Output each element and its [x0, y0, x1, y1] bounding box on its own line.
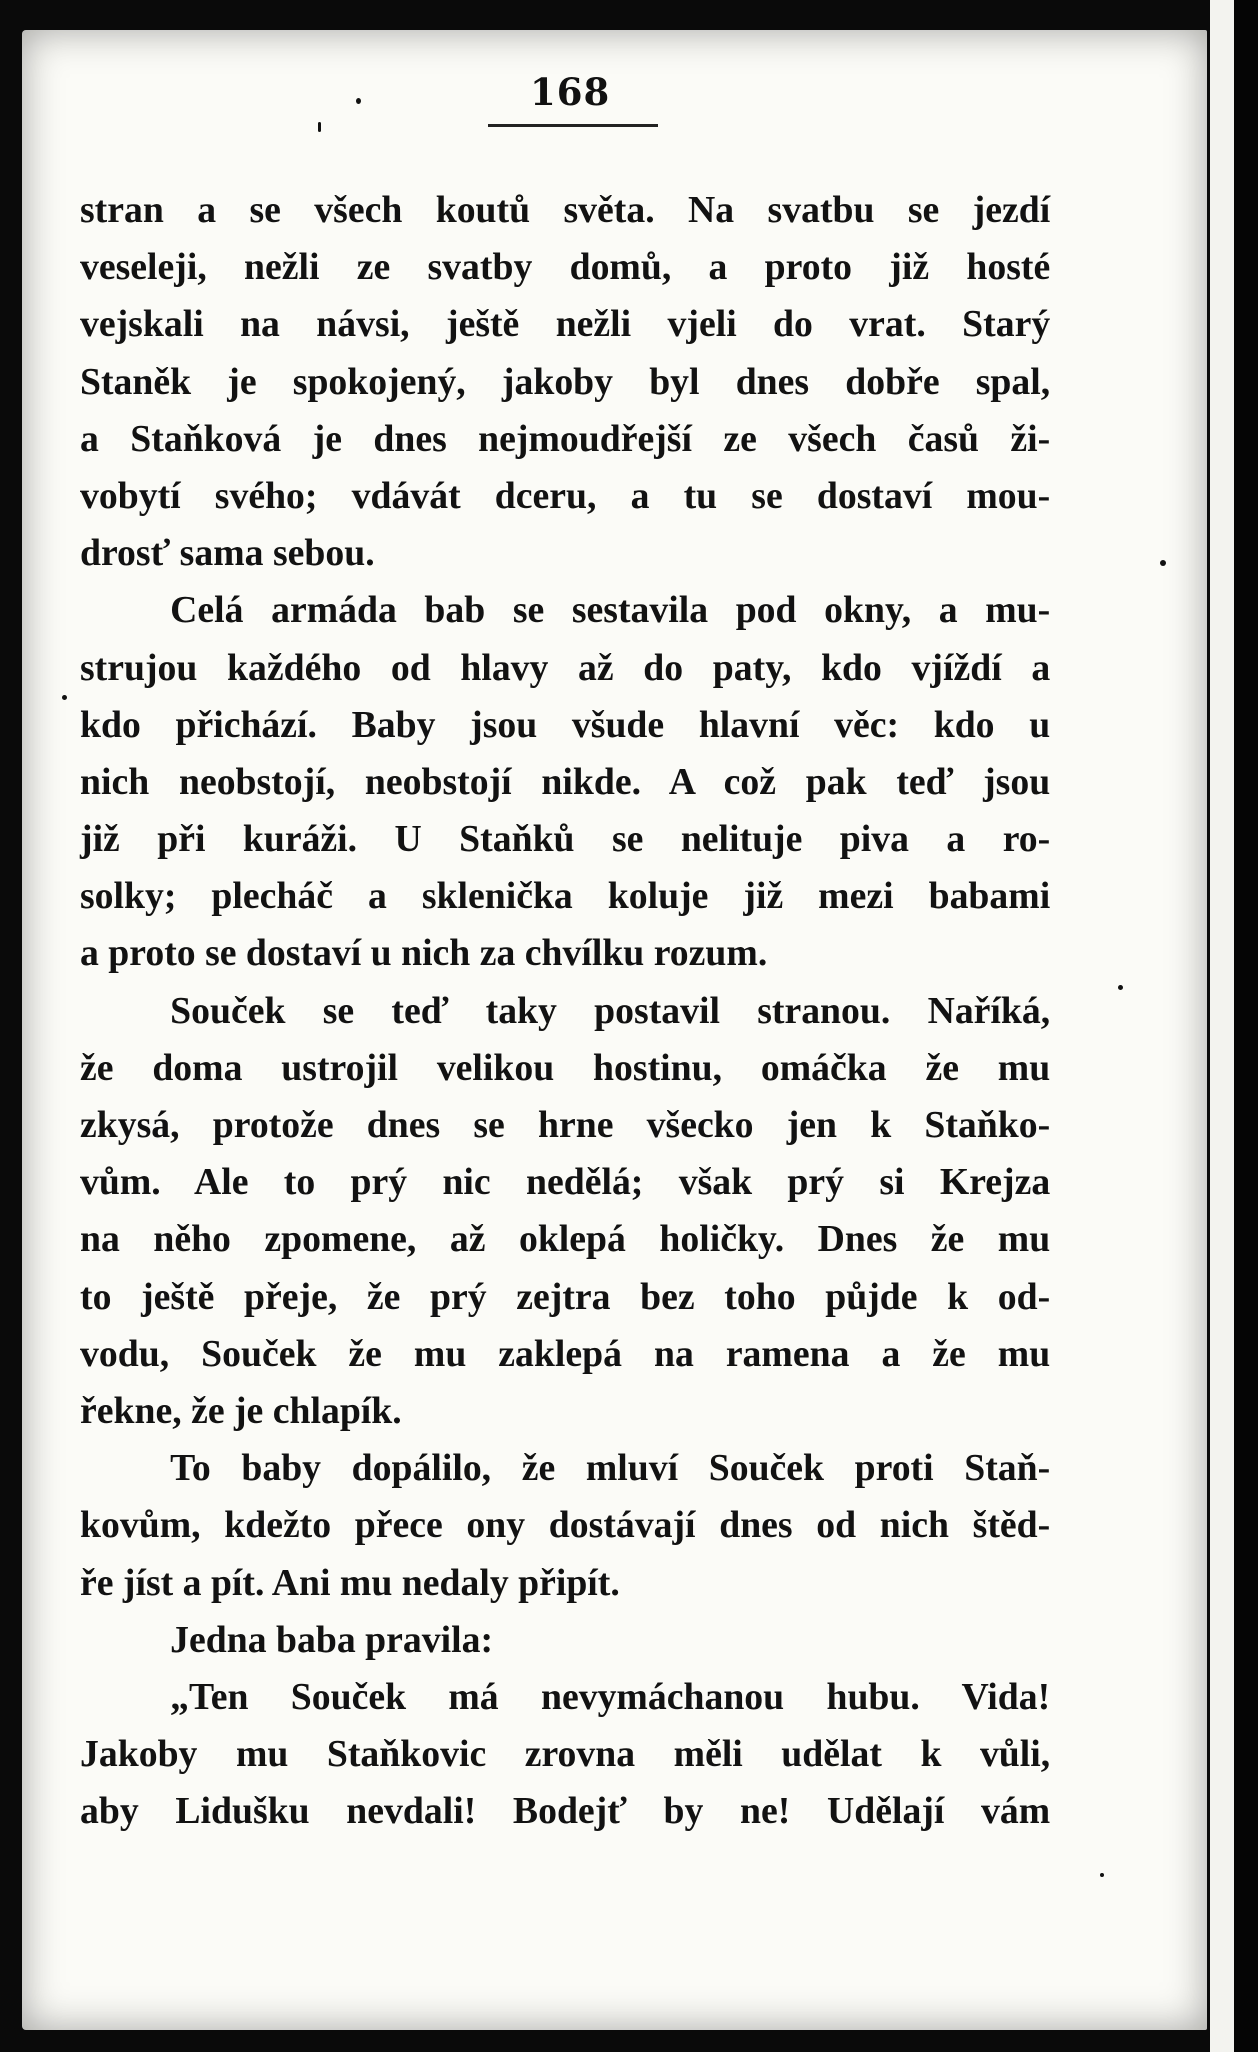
text-line: vům. Ale to prý nic nedělá; však prý si Krejza — [80, 1161, 1051, 1204]
text-line: že doma ustrojil velikou hostinu, omáčka že mu — [80, 1046, 1051, 1089]
ink-speck — [318, 122, 321, 132]
text-line: na něho zpomene, až oklepá holičky. Dnes že mu — [80, 1218, 1051, 1261]
page-number: 168 — [530, 70, 611, 114]
text-line: vodu, Souček že mu zaklepá na ramena a že mu — [80, 1332, 1051, 1375]
text-line: vejskali na návsi, ještě nežli vjeli do vrat. Starý — [80, 303, 1051, 346]
text-line: to ještě přeje, že prý zejtra bez toho půjde k od- — [80, 1275, 1051, 1318]
ink-speck — [356, 98, 361, 104]
text-line: To baby dopálilo, že mluví Souček proti Staň- — [170, 1447, 1051, 1490]
ink-speck — [62, 695, 67, 700]
text-line: veseleji, nežli ze svatby domů, a proto již hosté — [80, 246, 1051, 289]
ink-speck — [1118, 985, 1123, 990]
text-line: nich neobstojí, neobstojí nikde. A což pak teď jsou — [80, 760, 1051, 803]
scan-border — [1234, 0, 1258, 2052]
text-line: solky; plecháč a sklenička koluje již mezi babami — [80, 875, 1051, 918]
text-line: kdo přichází. Baby jsou všude hlavní věc: kdo u — [80, 703, 1051, 746]
facing-page-edge — [1210, 0, 1234, 2052]
text-line: Souček se teď taky postavil stranou. Naříká, — [170, 989, 1051, 1032]
page-number-rule — [488, 124, 658, 127]
text-line: aby Lidušku nevdali! Bodejť by ne! Udělají vám — [80, 1790, 1051, 1833]
text-line: a Staňková je dnes nejmoudřejší ze všech časů ži- — [80, 417, 1051, 460]
text-line: Jedna baba pravila: — [170, 1618, 494, 1661]
text-line: řekne, že je chlapík. — [80, 1389, 402, 1432]
text-line: kovům, kdežto přece ony dostávají dnes od nich štěd- — [80, 1504, 1051, 1547]
text-line: ře jíst a pít. Ani mu nedaly připít. — [80, 1561, 620, 1604]
body-text — [80, 182, 1050, 1840]
text-line: Jakoby mu Staňkovic zrovna měli udělat k vůli, — [80, 1733, 1051, 1776]
text-line: Celá armáda bab se sestavila pod okny, a mu- — [170, 589, 1051, 632]
ink-speck — [1160, 560, 1166, 566]
text-line: vobytí svého; vdávát dceru, a tu se dostaví mou- — [80, 474, 1051, 517]
text-line: drosť sama sebou. — [80, 532, 375, 575]
text-line: již při kuráži. U Staňků se nelituje piva a ro- — [80, 818, 1051, 861]
text-line: zkysá, protože dnes se hrne všecko jen k Staňko- — [80, 1104, 1051, 1146]
text-line: Staněk je spokojený, jakoby byl dnes dobře spal, — [80, 360, 1051, 403]
text-line: strujou každého od hlavy až do paty, kdo vjíždí a — [80, 646, 1051, 689]
text-line: „Ten Souček má nevymáchanou hubu. Vida! — [170, 1675, 1051, 1718]
text-line: a proto se dostaví u nich za chvílku rozum. — [80, 932, 768, 975]
ink-speck — [1100, 1873, 1104, 1877]
text-line: stran a se všech koutů světa. Na svatbu se jezdí — [80, 189, 1051, 231]
